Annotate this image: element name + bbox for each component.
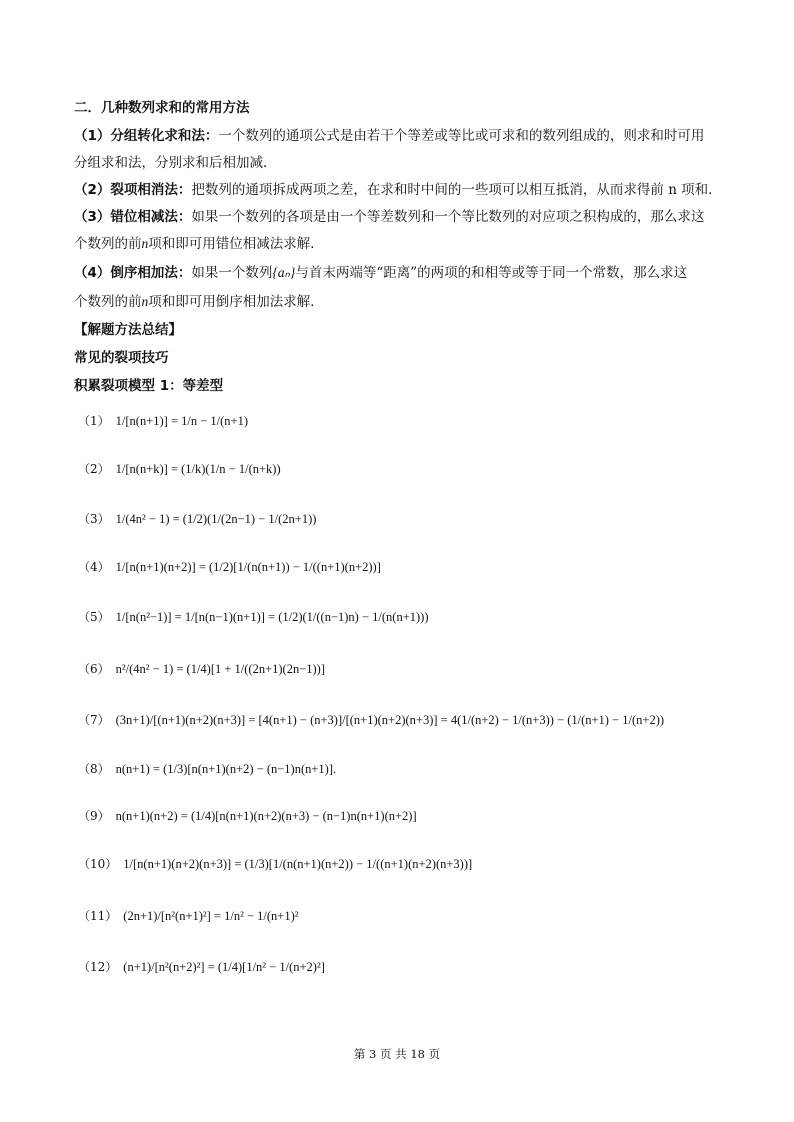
formula-5-expr: 1/[n(n²−1)] = 1/[n(n−1)(n+1)] = (1/2)(1/((n−1)n) − 1/(n(n+1))) [115, 610, 429, 624]
formula-7-expr: (3n+1)/[(n+1)(n+2)(n+3)] = [4(n+1) − (n+3)]/[(n+1)(n+2)(n+3)] = 4(1/(n+2) − 1/(n+3)) − (1/(n+1) − 1/(n+2)) [115, 713, 665, 727]
formula-3 [78, 510, 316, 527]
method-4-label: （4）倒序相加法： [74, 265, 192, 281]
method-2-text: 把数列的通项拆成两项之差，在求和时中间的一些项可以相互抵消，从而求得前 n 项和． [191, 182, 722, 198]
formula-3-num: （3） [78, 512, 110, 526]
formula-12-expr: (n+1)/[n²(n+2)²] = (1/4)[1/n² − 1/(n+2)²] [123, 960, 325, 974]
formula-2 [78, 460, 281, 477]
formula-7 [78, 711, 664, 728]
section-title: 二．几种数列求和的常用方法 [74, 100, 250, 116]
method-2 [74, 178, 722, 198]
method-3-label: （3）错位相减法： [74, 209, 192, 225]
formula-8 [78, 760, 336, 777]
formula-5 [78, 608, 428, 625]
method-2-label: （2）裂项相消法： [74, 182, 192, 198]
method-3 [74, 205, 704, 225]
method-1-text: 一个数列的通项公式是由若干个等差或等比或可求和的数列组成的，则求和时可用 [218, 128, 705, 144]
formula-9 [78, 807, 417, 824]
formula-8-expr: n(n+1) = (1/3)[n(n+1)(n+2) − (n−1)n(n+1)]. [115, 762, 337, 776]
method-4-cont-a: 个数列的前 [74, 294, 142, 310]
method-3-text: 如果一个数列的各项是由一个等差数列和一个等比数列的对应项之积构成的，那么求这 [191, 209, 705, 225]
formula-9-expr: n(n+1)(n+2) = (1/4)[n(n+1)(n+2)(n+3) − (n−1)n(n+1)(n+2)] [115, 809, 417, 823]
formula-10-expr: 1/[n(n+1)(n+2)(n+3)] = (1/3)[1/(n(n+1)(n+2)) − 1/((n+1)(n+2)(n+3))] [123, 857, 473, 871]
formula-2-expr: 1/[n(n+k)] = (1/k)(1/n − 1/(n+k)) [115, 462, 281, 476]
method-4-text-b: 与首末两端等“距离”的两项的和相等或等于同一个常数，那么求这 [295, 265, 688, 281]
formula-12 [78, 958, 325, 975]
method-1-cont: 分组求和法，分别求和后相加减． [74, 155, 277, 171]
model-heading: 积累裂项模型 1：等差型 [74, 378, 224, 394]
method-3-cont [74, 232, 324, 252]
sub-heading: 常见的裂项技巧 [74, 350, 169, 366]
method-4-cont-b: 项和即可用倒序相加法求解． [148, 294, 324, 310]
var-n: n [141, 236, 149, 251]
formula-1 [78, 412, 248, 429]
formula-9-num: （9） [78, 809, 110, 823]
formula-11-expr: (2n+1)/[n²(n+1)²] = 1/n² − 1/(n+1)² [123, 909, 299, 923]
formula-5-num: （5） [78, 610, 110, 624]
formula-4 [78, 558, 381, 575]
formula-11-num: （11） [78, 909, 118, 923]
formula-12-num: （12） [78, 960, 118, 974]
formula-10 [78, 855, 472, 872]
method-3-cont-a: 个数列的前 [74, 236, 142, 252]
method-3-cont-b: 项和即可用错位相减法求解． [148, 236, 324, 252]
formula-1-expr: 1/[n(n+1)] = 1/n − 1/(n+1) [115, 414, 248, 428]
method-1 [74, 124, 704, 144]
formula-7-num: （7） [78, 713, 110, 727]
method-4-text-a: 如果一个数列 [191, 265, 273, 281]
formula-4-num: （4） [78, 560, 110, 574]
sequence-an: {aₙ} [272, 265, 296, 280]
formula-6 [78, 660, 325, 677]
formula-8-num: （8） [78, 762, 110, 776]
formula-6-num: （6） [78, 662, 110, 676]
formula-6-expr: n²/(4n² − 1) = (1/4)[1 + 1/((2n+1)(2n−1))] [115, 662, 326, 676]
formula-10-num: （10） [78, 857, 118, 871]
method-4-cont [74, 290, 324, 310]
formula-4-expr: 1/[n(n+1)(n+2)] = (1/2)[1/(n(n+1)) − 1/((n+1)(n+2))] [115, 560, 381, 574]
method-4 [74, 261, 687, 281]
formula-1-num: （1） [78, 414, 110, 428]
page-footer: 第 3 页 共 18 页 [353, 1047, 441, 1061]
summary-heading: 【解题方法总结】 [74, 322, 182, 338]
method-1-label: （1）分组转化求和法： [74, 128, 219, 144]
formula-11 [78, 907, 299, 924]
formula-2-num: （2） [78, 462, 110, 476]
formula-3-expr: 1/(4n² − 1) = (1/2)(1/(2n−1) − 1/(2n+1)) [115, 512, 317, 526]
var-n: n [141, 294, 149, 309]
